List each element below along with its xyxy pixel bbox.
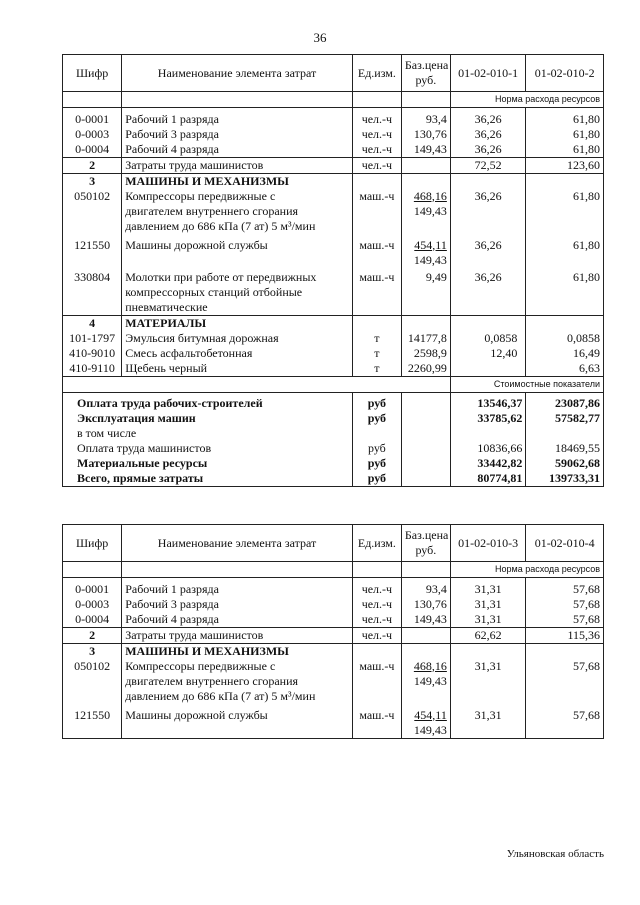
- header-name: Наименование элемента затрат: [122, 525, 353, 562]
- header-price: Баз.цена руб.: [401, 55, 450, 92]
- norm-label-row: [63, 562, 604, 578]
- header-col-a: 01-02-010-3: [450, 525, 526, 562]
- table-row: 2 Затраты труда машинистов чел.-ч 62,62 115,36: [63, 627, 604, 643]
- header-price: Баз.цена руб.: [401, 525, 450, 562]
- table-row: 0-0003 Рабочий 3 разряда чел.-ч 130,76 36,26 61,80: [63, 127, 604, 142]
- table-row: 0-0001 Рабочий 1 разряда чел.-ч 93,4 36,26 61,80: [63, 112, 604, 127]
- table-row: 0-0003 Рабочий 3 разряда чел.-ч 130,76 31,31 57,68: [63, 597, 604, 612]
- cost-label: Стоимостные показатели: [450, 376, 603, 392]
- table-row: 0-0004 Рабочий 4 разряда чел.-ч 149,43 31,31 57,68: [63, 612, 604, 628]
- header-code: Шифр: [63, 525, 122, 562]
- table-row: 101-1797 Эмульсия битумная дорожная т 14177,8 0,0858 0,0858: [63, 331, 604, 346]
- header-unit: Ед.изм.: [352, 55, 401, 92]
- norm-label: Норма расхода ресурсов: [450, 562, 603, 578]
- header-unit: Ед.изм.: [352, 525, 401, 562]
- section-row: 3 МАШИНЫ И МЕХАНИЗМЫ: [63, 173, 604, 189]
- table-row: 410-9010 Смесь асфальтобетонная т 2598,9 12,40 16,49: [63, 346, 604, 361]
- table-row: 050102 Компрессоры передвижные с двигателем внутреннего сгорания давлением до 686 кПа (7 ат) 5 м³/мин маш.-ч 468,16 149,43 36,26 61,80: [63, 189, 604, 234]
- table-row: 050102 Компрессоры передвижные с двигателем внутреннего сгорания давлением до 686 кПа (7 ат) 5 м³/мин маш.-ч 468,16 149,43 31,31 57,68: [63, 659, 604, 704]
- table-row: 0-0001 Рабочий 1 разряда чел.-ч 93,4 31,31 57,68: [63, 582, 604, 597]
- total-row: Всего, прямые затраты руб 80774,81 139733,31: [63, 471, 604, 487]
- table-row: 330804 Молотки при работе от передвижных компрессорных станций отбойные пневматические маш.-ч 9,49 36,26 61,80: [63, 268, 604, 316]
- norm-label-row: [63, 92, 604, 108]
- total-row: в том числе: [63, 426, 604, 441]
- resource-table-1: [62, 54, 604, 487]
- footer-region: Ульяновская область: [506, 848, 604, 860]
- section-row: 4 МАТЕРИАЛЫ: [63, 315, 604, 331]
- page-number: 36: [313, 30, 327, 45]
- total-row: Материальные ресурсы руб 33442,82 59062,68: [63, 456, 604, 471]
- total-row: Оплата труда рабочих-строителей руб 13546,37 23087,86: [63, 396, 604, 411]
- cost-label-row: [63, 376, 604, 392]
- total-row: Оплата труда машинистов руб 10836,66 18469,55: [63, 441, 604, 456]
- norm-label: Норма расхода ресурсов: [450, 92, 603, 108]
- section-row: 3 МАШИНЫ И МЕХАНИЗМЫ: [63, 643, 604, 659]
- header-col-b: 01-02-010-4: [526, 525, 604, 562]
- resource-table-2: [62, 524, 604, 739]
- table-header: [63, 55, 604, 92]
- table-header: [63, 525, 604, 562]
- total-row: Эксплуатация машин руб 33785,62 57582,77: [63, 411, 604, 426]
- header-col-b: 01-02-010-2: [526, 55, 604, 92]
- table-row: 0-0004 Рабочий 4 разряда чел.-ч 149,43 36,26 61,80: [63, 142, 604, 158]
- table-row: 121550 Машины дорожной службы маш.-ч 454,11 149,43 36,26 61,80: [63, 234, 604, 268]
- header-code: Шифр: [63, 55, 122, 92]
- table-row: 410-9110 Щебень черный т 2260,99 6,63: [63, 361, 604, 377]
- header-name: Наименование элемента затрат: [122, 55, 353, 92]
- table-row: 2 Затраты труда машинистов чел.-ч 72,52 123,60: [63, 157, 604, 173]
- header-col-a: 01-02-010-1: [450, 55, 526, 92]
- table-row: 121550 Машины дорожной службы маш.-ч 454,11 149,43 31,31 57,68: [63, 704, 604, 739]
